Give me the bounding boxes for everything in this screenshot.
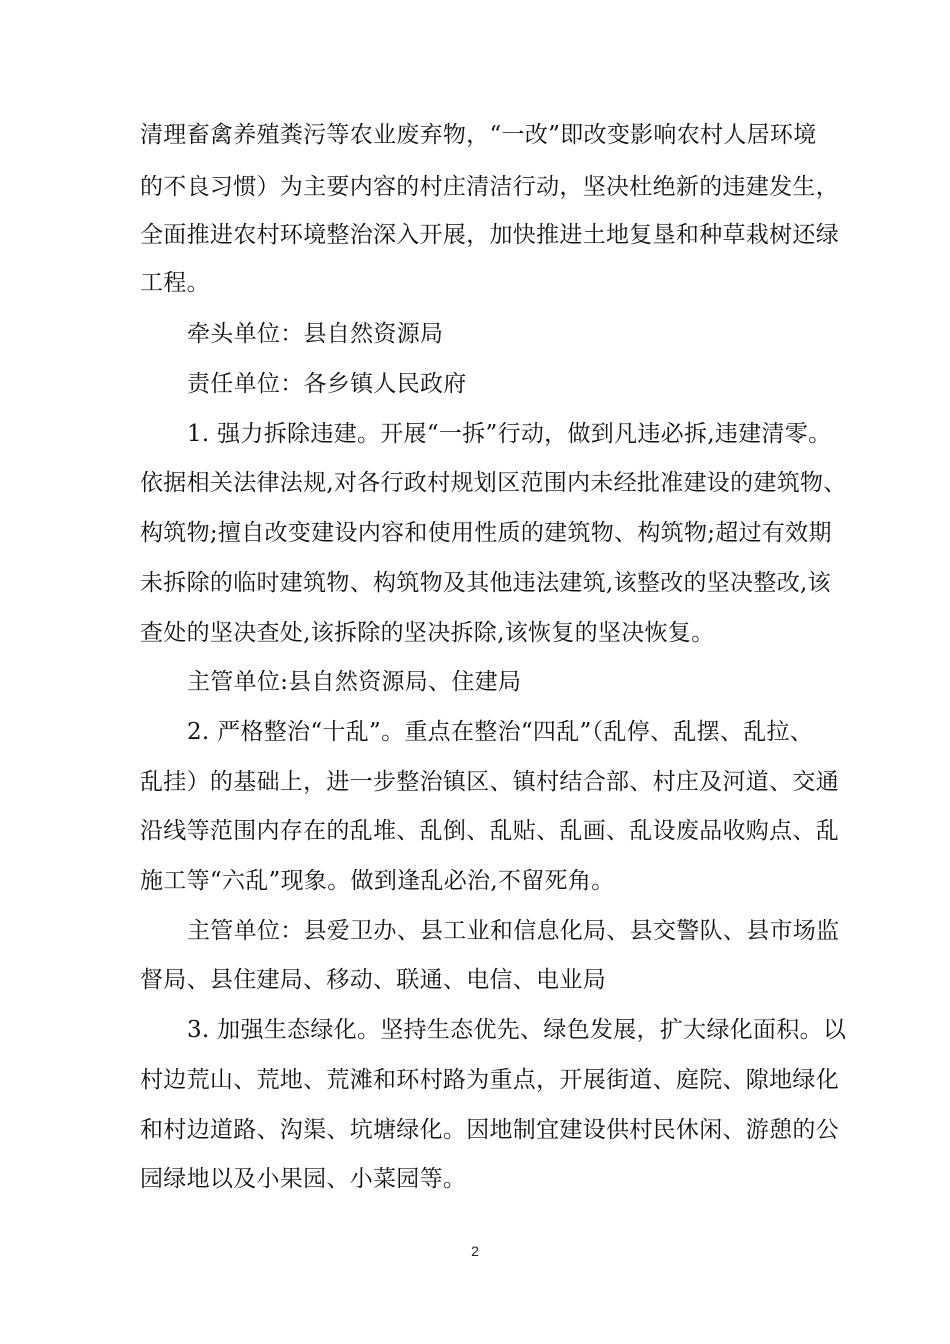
text-line: 和村边道路、沟渠、坑塘绿化。因地制宜建设供村民休闲、游憩的公: [140, 1117, 839, 1143]
lead-unit-line: 牵头单位：县自然资源局: [187, 321, 444, 347]
text-line: 查处的坚决查处,该拆除的坚决拆除,该恢复的坚决恢复。: [140, 620, 715, 646]
page-number: 2: [471, 1243, 479, 1259]
text-line: 未拆除的临时建筑物、构筑物及其他违法建筑,该整改的坚决整改,该: [140, 570, 831, 596]
text-line: 园绿地以及小果园、小菜园等。: [140, 1166, 467, 1192]
supervising-unit-line: 主管单位：县爱卫办、县工业和信息化局、县交警队、县市场监: [187, 918, 840, 944]
text-line: 清理畜禽养殖粪污等农业废弃物，“一改”即改变影响农村人居环境: [140, 122, 817, 148]
text-line: 沿线等范围内存在的乱堆、乱倒、乱贴、乱画、乱设废品收购点、乱: [140, 818, 839, 844]
section-heading-2: 2. 严格整治“十乱”。重点在整治“四乱”（乱停、乱摆、乱拉、: [187, 719, 814, 745]
section-heading-1: 1. 强力拆除违建。开展“一拆”行动，做到凡违必拆,违建清零。: [187, 421, 832, 447]
text-line: 施工等“六乱”现象。做到逢乱必治,不留死角。: [140, 868, 615, 894]
section-heading-3: 3. 加强生态绿化。坚持生态优先、绿色发展，扩大绿化面积。以: [187, 1017, 847, 1043]
text-line: 的不良习惯）为主要内容的村庄清洁行动，坚决杜绝新的违建发生，: [140, 174, 839, 200]
responsible-unit-line: 责任单位：各乡镇人民政府: [187, 371, 467, 397]
supervising-unit-line: 主管单位:县自然资源局、住建局: [187, 669, 522, 695]
text-line: 督局、县住建局、移动、联通、电信、电业局: [140, 967, 606, 993]
text-line: 全面推进农村环境整治深入开展，加快推进土地复垦和种草栽树还绿: [140, 222, 839, 248]
text-line: 村边荒山、荒地、荒滩和环村路为重点，开展街道、庭院、隙地绿化: [140, 1067, 839, 1093]
text-line: 乱挂）的基础上，进一步整治镇区、镇村结合部、村庄及河道、交通: [140, 769, 839, 795]
text-line: 依据相关法律法规,对各行政村规划区范围内未经批准建设的建筑物、: [140, 470, 847, 496]
text-line: 工程。: [140, 270, 210, 296]
text-line: 构筑物;擅自改变建设内容和使用性质的建筑物、构筑物;超过有效期: [140, 520, 832, 546]
